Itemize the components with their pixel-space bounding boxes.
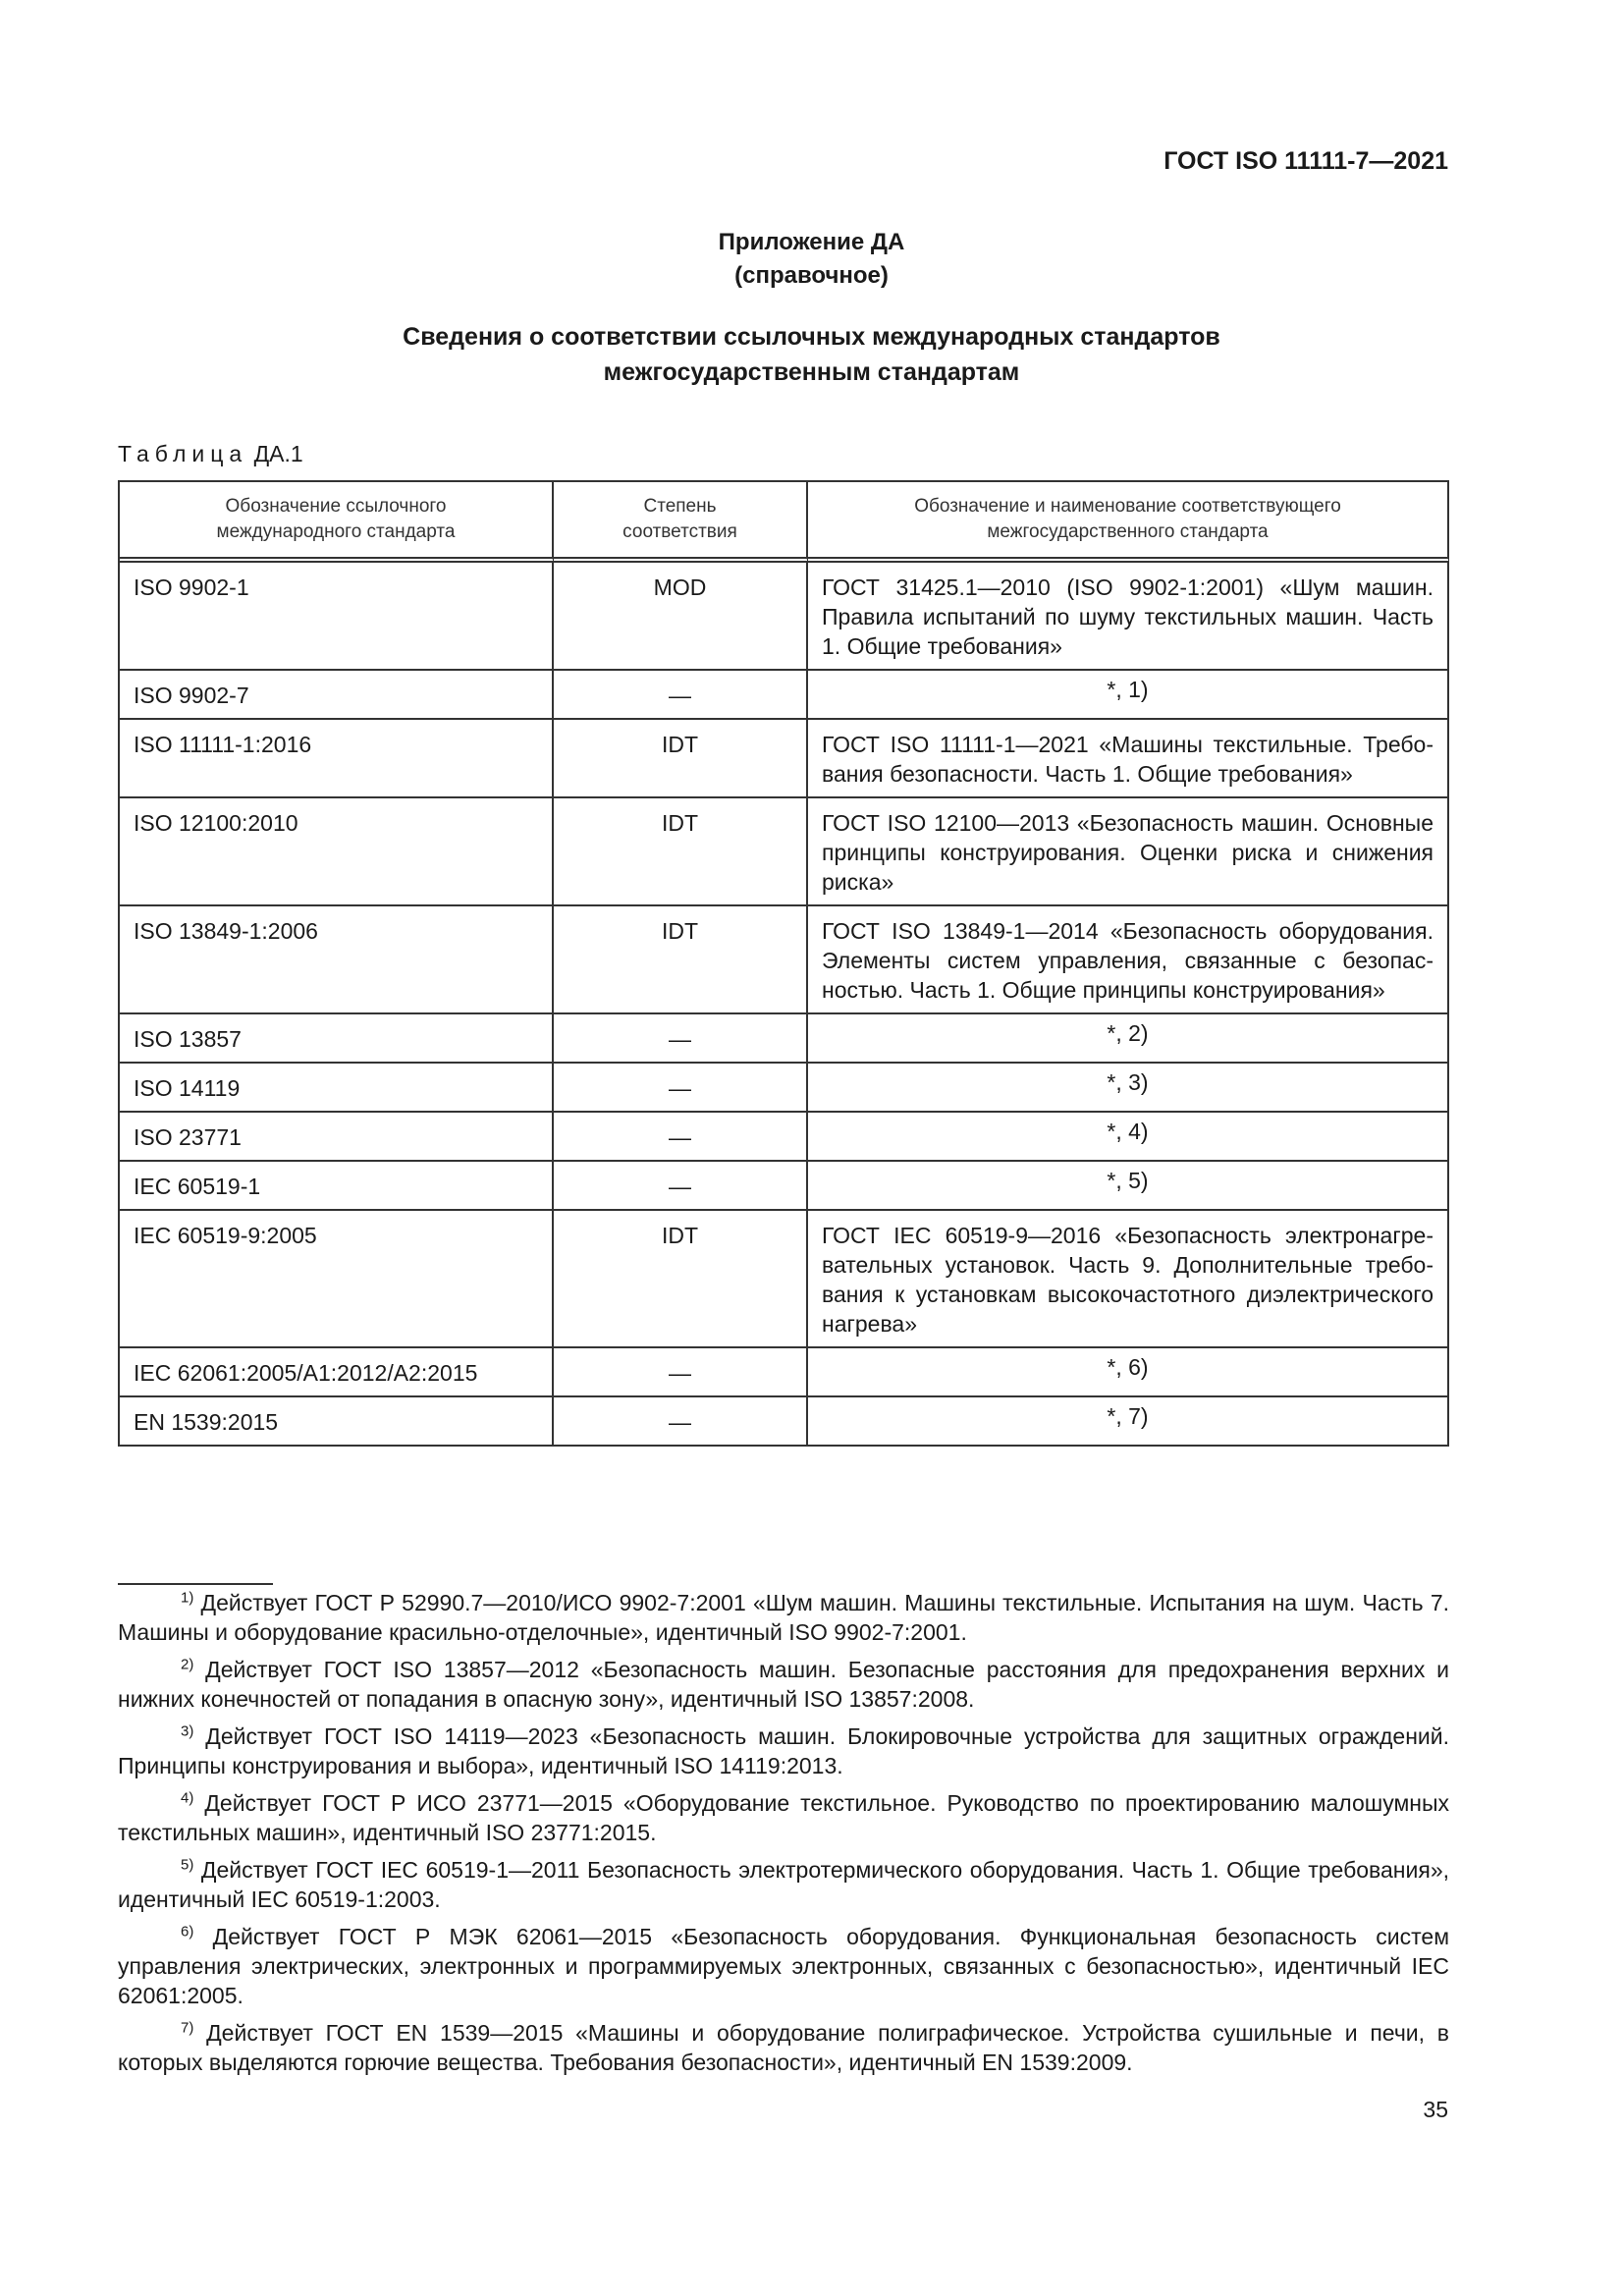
- footnote-text: Действует ГОСТ Р МЭК 62061—2015 «Безопасность оборудования. Функциональная безопасность систем управления электрических, электронных и программируемых электронных, связанных с безопасностью», идентичный IEC 62061:2005.: [118, 1924, 1450, 2008]
- appendix-title: Приложение ДА: [718, 229, 905, 255]
- footnote-reference-cell: *, 7): [808, 1397, 1449, 1447]
- table-row: [120, 1113, 1449, 1162]
- footnote-reference-cell: *, 4): [808, 1113, 1449, 1162]
- footnote: [118, 1722, 1449, 1780]
- degree-cell: —: [554, 1348, 808, 1397]
- table-row: [120, 720, 1449, 798]
- table-header-row: [120, 482, 1449, 563]
- heading-line-2: межгосударственным стандартам: [603, 358, 1020, 386]
- degree-cell: —: [554, 1162, 808, 1211]
- reference-standard-cell: ISO 9902-1: [120, 563, 554, 671]
- column-header-line: Степень: [643, 496, 717, 517]
- column-header-reference-standard: [120, 482, 554, 563]
- footnote-reference-cell: *, 5): [808, 1162, 1449, 1211]
- reference-standard-cell: IEC 62061:2005/A1:2012/A2:2015: [120, 1348, 554, 1397]
- table-row: [120, 1014, 1449, 1064]
- footnote-text: Действует ГОСТ Р ИСО 23771—2015 «Оборудование текстильное. Руководство по проектированию малошумных текстильных машин», идентичный ISO 23771:2015.: [118, 1790, 1450, 1845]
- heading-line-1: Сведения о соответствии ссылочных международных стандартов: [403, 323, 1220, 351]
- reference-standard-cell: ISO 11111-1:2016: [120, 720, 554, 798]
- column-header-line: Обозначение и наименование соответствующего: [914, 496, 1341, 517]
- footnote-text: Действует ГОСТ EN 1539—2015 «Машины и оборудование полиграфическое. Устройства сушильные и печи, в которых выделяются горючие вещества. Требования безопасности», идентичный EN 1539:2009.: [118, 2020, 1450, 2075]
- degree-cell: —: [554, 1014, 808, 1064]
- footnote: [118, 1655, 1449, 1714]
- footnote-number: 7): [181, 2019, 194, 2037]
- footnote-reference-cell: *, 1): [808, 671, 1449, 720]
- column-header-line: межгосударственного стандарта: [987, 521, 1269, 542]
- table-row: [120, 671, 1449, 720]
- degree-cell: —: [554, 1064, 808, 1113]
- reference-standard-cell: IEC 60519-9:2005: [120, 1211, 554, 1348]
- column-header-line: Обозначение ссылочного: [225, 496, 447, 517]
- reference-standard-cell: ISO 9902-7: [120, 671, 554, 720]
- interstate-standard-cell: ГОСТ IEC 60519-9—2016 «Безопасность электронагревательных установок. Часть 9. Дополнительные требования к установкам высокочастотного диэлектрического нагрева»: [808, 1211, 1449, 1348]
- table-row: [120, 906, 1449, 1014]
- table-body: [120, 563, 1449, 1447]
- table-caption: [118, 441, 303, 467]
- footnote-number: 1): [181, 1589, 194, 1607]
- correspondence-table: [118, 480, 1449, 1447]
- column-header-degree: [554, 482, 808, 563]
- footnote: [118, 1788, 1449, 1847]
- appendix-heading: [0, 319, 1623, 390]
- reference-standard-cell: ISO 13857: [120, 1014, 554, 1064]
- reference-standard-cell: IEC 60519-1: [120, 1162, 554, 1211]
- degree-cell: —: [554, 1397, 808, 1447]
- reference-standard-cell: ISO 14119: [120, 1064, 554, 1113]
- interstate-standard-cell: ГОСТ ISO 12100—2013 «Безопасность машин. Основные принципы конструирования. Оценки риска и снижения риска»: [808, 798, 1449, 906]
- interstate-standard-cell: ГОСТ ISO 13849-1—2014 «Безопасность оборудования. Элементы систем управления, связанные с безопасностью. Часть 1. Общие принципы конструирования»: [808, 906, 1449, 1014]
- column-header-interstate-standard: [808, 482, 1449, 563]
- footnotes: [118, 1588, 1449, 2085]
- footnote: [118, 1588, 1449, 1647]
- table-row: [120, 1064, 1449, 1113]
- footnote-reference-cell: *, 6): [808, 1348, 1449, 1397]
- reference-standard-cell: ISO 13849-1:2006: [120, 906, 554, 1014]
- footnote: [118, 2018, 1449, 2077]
- table-row: [120, 1348, 1449, 1397]
- footnote-reference-cell: *, 3): [808, 1064, 1449, 1113]
- footnote-number: 2): [181, 1656, 194, 1673]
- table-row: [120, 1211, 1449, 1348]
- column-header-line: международного стандарта: [216, 521, 456, 542]
- degree-cell: IDT: [554, 906, 808, 1014]
- degree-cell: MOD: [554, 563, 808, 671]
- footnote: [118, 1922, 1449, 2010]
- table-row: [120, 798, 1449, 906]
- footnote-separator: [118, 1583, 273, 1585]
- appendix-kind: (справочное): [734, 262, 889, 289]
- footnote-text: Действует ГОСТ ISO 13857—2012 «Безопасность машин. Безопасные расстояния для предохранения верхних и нижних конечностей от попадания в опасную зону», идентичный ISO 13857:2008.: [118, 1657, 1449, 1712]
- degree-cell: —: [554, 1113, 808, 1162]
- footnote: [118, 1855, 1449, 1914]
- degree-cell: —: [554, 671, 808, 720]
- degree-cell: IDT: [554, 720, 808, 798]
- footnote-number: 3): [181, 1722, 194, 1740]
- document-code: ГОСТ ISO 11111-7—2021: [1163, 147, 1448, 175]
- degree-cell: IDT: [554, 1211, 808, 1348]
- table-row: [120, 1397, 1449, 1447]
- footnote-reference-cell: *, 2): [808, 1014, 1449, 1064]
- footnote-text: Действует ГОСТ Р 52990.7—2010/ИСО 9902-7:2001 «Шум машин. Машины текстильные. Испытания на шум. Часть 7. Машины и оборудование красильно-отделочные», идентичный ISO 9902-7:2001.: [118, 1590, 1450, 1645]
- reference-standard-cell: EN 1539:2015: [120, 1397, 554, 1447]
- table-row: [120, 563, 1449, 671]
- table-row: [120, 1162, 1449, 1211]
- table-caption-id: ДА.1: [253, 441, 303, 466]
- reference-standard-cell: ISO 23771: [120, 1113, 554, 1162]
- page-number: 35: [1423, 2097, 1448, 2122]
- reference-standard-cell: ISO 12100:2010: [120, 798, 554, 906]
- footnote-number: 4): [181, 1789, 194, 1807]
- column-header-line: соответствия: [622, 521, 737, 542]
- degree-cell: IDT: [554, 798, 808, 906]
- footnote-number: 5): [181, 1856, 194, 1874]
- interstate-standard-cell: ГОСТ ISO 11111-1—2021 «Машины текстильные. Требования безопасности. Часть 1. Общие требования»: [808, 720, 1449, 798]
- interstate-standard-cell: ГОСТ 31425.1—2010 (ISO 9902-1:2001) «Шум машин. Правила испытаний по шуму текстильных машин. Часть 1. Общие требования»: [808, 563, 1449, 671]
- footnote-text: Действует ГОСТ ISO 14119—2023 «Безопасность машин. Блокировочные устройства для защитных ограждений. Принципы конструирования и выбора», идентичный ISO 14119:2013.: [118, 1723, 1449, 1778]
- footnote-text: Действует ГОСТ IEC 60519-1—2011 Безопасность электротермического оборудования. Часть 1. Общие требования», идентичный IEC 60519-1:2003.: [118, 1857, 1449, 1912]
- footnote-number: 6): [181, 1923, 194, 1941]
- appendix-title-block: [0, 226, 1623, 293]
- table-caption-word: Таблица: [118, 441, 248, 466]
